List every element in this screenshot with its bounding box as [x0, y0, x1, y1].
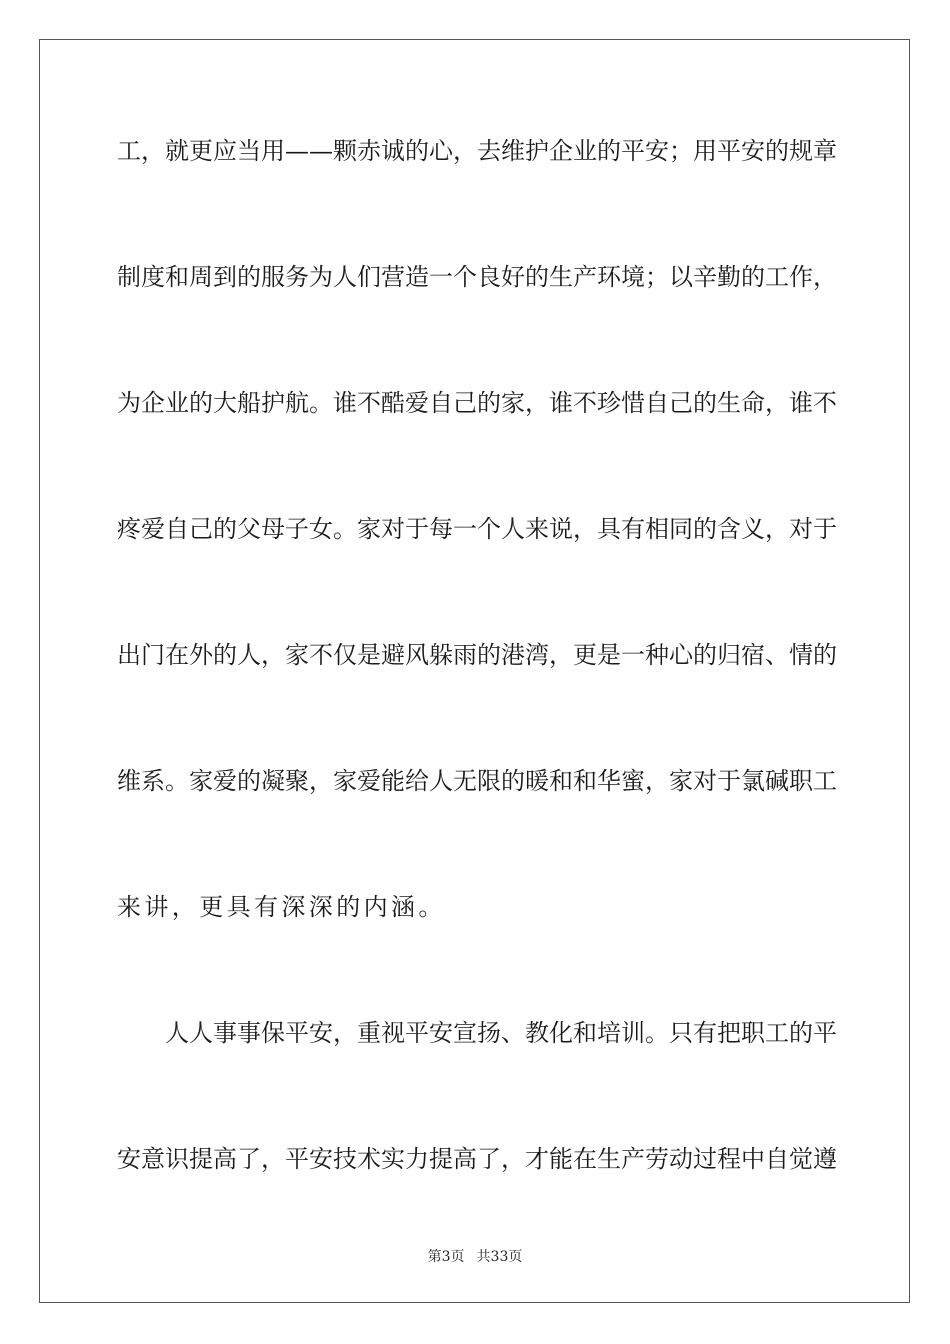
- text-line: 出门在外的人，家不仅是避风躲雨的港湾，更是一种心的归宿、情的: [117, 641, 837, 669]
- text-line: 安意识提高了，平安技术实力提高了，才能在生产劳动过程中自觉遵: [117, 1145, 837, 1173]
- page-total: 共33页: [476, 1249, 523, 1265]
- text-line: 疼爱自己的父母子女。家对于每一个人来说，具有相同的含义，对于: [117, 515, 837, 543]
- page-footer: [0, 1248, 950, 1266]
- text-line: 为企业的大船护航。谁不酷爱自己的家，谁不珍惜自己的生命，谁不: [117, 389, 837, 417]
- page-frame: [39, 39, 910, 1303]
- text-line: 维系。家爱的凝聚，家爱能给人无限的暖和和华蜜，家对于氯碱职工: [117, 767, 837, 795]
- text-line: 来讲，更具有深深的内涵。: [117, 893, 446, 921]
- text-line: 工，就更应当用——颗赤诚的心，去维护企业的平安；用平安的规章: [117, 137, 837, 165]
- text-line: 人人事事保平安，重视平安宣扬、教化和培训。只有把职工的平: [117, 1019, 837, 1047]
- text-line: 制度和周到的服务为人们营造一个良好的生产环境；以辛勤的工作，: [117, 263, 837, 291]
- page-number: 第3页: [427, 1249, 465, 1265]
